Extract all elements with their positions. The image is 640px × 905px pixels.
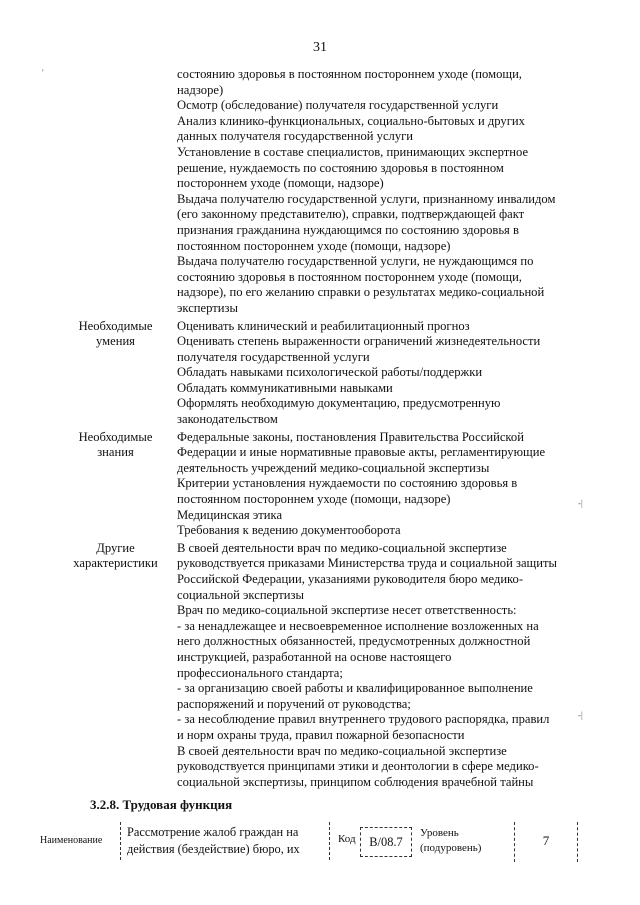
section-label — [54, 541, 177, 791]
text-line: социальной экспертизы — [177, 587, 304, 602]
text-line: решение, нуждаемость по состоянию здоровья в постоянном — [177, 160, 504, 175]
text-line: Медицинская этика — [177, 507, 283, 522]
text-line: Оценивать клинический и реабилитационный прогноз — [177, 318, 470, 333]
text-line: Обладать коммуникативными навыками — [177, 380, 393, 395]
lead-paragraph — [177, 67, 584, 317]
scan-mark: -| — [578, 710, 583, 720]
text-line: деятельность учреждений медико-социальной экспертизы — [177, 460, 490, 475]
labor-function-header — [0, 822, 640, 862]
text-line: Установление в составе специалистов, принимающих экспертное — [177, 144, 529, 159]
section-label-line: Необходимые — [78, 429, 153, 444]
section-title: 3.2.8. Трудовая функция — [90, 797, 233, 812]
text-line: социальной экспертизы, принципом соблюдения врачебной тайны — [177, 774, 534, 789]
text-line: надзоре) — [177, 82, 224, 97]
text-line: Оформлять необходимую документацию, предусмотренную — [177, 396, 501, 411]
level-value: 7 — [514, 822, 578, 862]
text-line: Осмотр (обследование) получателя государственной услуги — [177, 98, 499, 113]
text-line: состоянию здоровья в постоянном постороннем уходе (помощи, — [177, 269, 522, 284]
text-line: профессионального стандарта; — [177, 665, 343, 680]
text-line: распоряжений и поручений от руководства; — [177, 696, 411, 711]
text-line: и норм охраны труда, правил пожарной безопасности — [177, 727, 465, 742]
text-line: постоянном постороннем уходе (помощи, надзоре) — [177, 238, 451, 253]
page-number: 31 — [313, 40, 327, 55]
scan-mark: ' — [42, 68, 44, 78]
section-items — [177, 319, 584, 428]
text-line: законодательством — [177, 412, 278, 427]
text-line: надзоре), по его желанию справки о результатах медико-социальной — [177, 285, 545, 300]
text-line: получателя государственной услуги — [177, 349, 370, 364]
level-label — [420, 826, 481, 856]
name-label: Наименование — [40, 835, 103, 846]
text-line: Федеральные законы, постановления Правительства Российской — [177, 429, 524, 444]
text-line: него должностных обязанностей, предусмотренных должностной — [177, 634, 531, 649]
function-name-line: действия (бездействие) бюро, их — [127, 842, 300, 856]
scan-mark: -| — [578, 498, 583, 508]
text-line: Требования к ведению документооборота — [177, 523, 401, 538]
text-line: Критерии установления нуждаемости по состоянию здоровья в — [177, 476, 518, 491]
text-line: состоянию здоровья в постоянном постороннем уходе (помощи, — [177, 67, 522, 81]
level-label-line: Уровень — [420, 827, 459, 839]
code-label: Код — [338, 833, 356, 845]
text-line: экспертизы — [177, 300, 238, 315]
text-line: - за ненадлежащее и несвоевременное исполнение возложенных на — [177, 618, 539, 633]
text-line: - за организацию своей работы и квалифицированное выполнение — [177, 681, 533, 696]
text-line: Выдача получателю государственной услуги, не нуждающимся по — [177, 254, 534, 269]
text-line: (его законному представителю), справки, подтверждающей факт — [177, 207, 525, 222]
text-line: Обладать навыками психологической работы/поддержки — [177, 365, 483, 380]
section-items — [177, 541, 584, 791]
text-line: В своей деятельности врач по медико-социальной экспертизе — [177, 743, 507, 758]
section-label — [54, 319, 177, 428]
code-value: B/08.7 — [360, 827, 412, 857]
text-line: Врач по медико-социальной экспертизе несет ответственность: — [177, 603, 517, 618]
section-label-line: Другие — [96, 540, 135, 555]
text-line: Федерации и иные нормативные правовые акты, регламентирующие — [177, 445, 546, 460]
text-line: Выдача получателю государственной услуги, признанному инвалидом — [177, 191, 556, 206]
text-line: Российской Федерации, указаниями руководителя бюро медико- — [177, 572, 524, 586]
section-other — [54, 541, 584, 791]
document-content — [54, 67, 584, 790]
level-label-line: (подуровень) — [420, 842, 482, 854]
section-label-line: характеристики — [73, 556, 158, 571]
section-label-line: умения — [96, 334, 135, 349]
section-items — [177, 430, 584, 539]
text-line: руководствуется принципами этики и деонтологии в сфере медико- — [177, 759, 539, 774]
text-line: Анализ клинико-функциональных, социально-бытовых и других — [177, 113, 525, 128]
section-label-line: Необходимые — [78, 318, 153, 333]
section-knowledge — [54, 430, 584, 539]
text-line: постороннем уходе (помощи, надзоре) — [177, 176, 384, 191]
function-name-box — [120, 822, 330, 860]
text-line: В своей деятельности врач по медико-социальной экспертизе — [177, 540, 507, 555]
section-label-line: знания — [97, 445, 134, 460]
text-line: признания гражданина нуждающимся по состоянию здоровья в — [177, 222, 519, 237]
section-skills — [54, 319, 584, 428]
text-line: постоянном постороннем уходе (помощи, надзоре) — [177, 492, 451, 507]
section-label — [54, 430, 177, 539]
text-line: данных получателя государственной услуги — [177, 129, 414, 144]
text-line: Оценивать степень выраженности ограничений жизнедеятельности — [177, 334, 541, 349]
text-line: руководствуется приказами Министерства труда и социальной защиты — [177, 556, 557, 571]
function-name-line: Рассмотрение жалоб граждан на — [127, 825, 299, 839]
text-line: - за несоблюдение правил внутреннего трудового распорядка, правил — [177, 712, 550, 727]
text-line: инструкцией, разработанной на основе настоящего — [177, 649, 452, 664]
